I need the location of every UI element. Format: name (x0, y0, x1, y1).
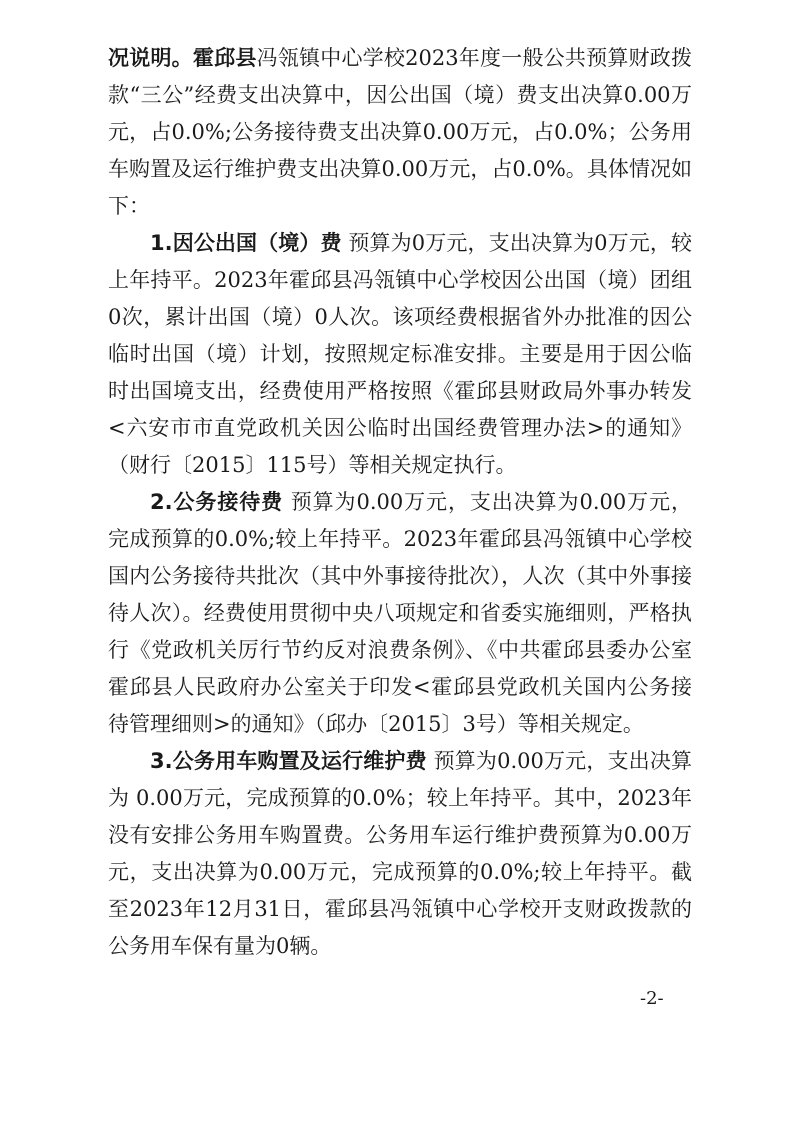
paragraph-summary-lead: 况说明。霍邱县 (108, 46, 257, 70)
paragraph-vehicles-heading: 3.公务用车购置及运行维护费 (150, 749, 427, 773)
page-number: -2- (640, 988, 664, 1009)
paragraph-reception-text: 预算为0.00万元，支出决算为0.00万元，完成预算的0.0%;较上年持平。2023年霍邱县冯瓴镇中心学校国内公务接待共批次（其中外事接待批次），人次（其中外事接待人次）。经费使用贯彻中央八项规定和省委实施细则，严格执行《党政机关厉行节约反对浪费条例》、《中共霍邱县委办公室 霍邱县人民政府办公室关于印发<霍邱县党政机关国内公务接待管理细则>的通知》（邱办〔2015〕3号）等相关规定。 (108, 490, 692, 736)
paragraph-reception-heading: 2.公务接待费 (150, 490, 284, 514)
document-body (108, 40, 692, 965)
paragraph-vehicles-text: 预算为0.00万元，支出决算为 0.00万元，完成预算的0.0%；较上年持平。其中，2023年没有安排公务用车购置费。公务用车运行维护费预算为0.00万元，支出决算为0.00万元，完成预算的0.0%;较上年持平。截至2023年12月31日，霍邱县冯瓴镇中心学校开支财政拨款的公务用车保有量为0辆。 (108, 749, 693, 958)
paragraph-vehicles (108, 743, 692, 965)
paragraph-overseas-travel-heading: 1.因公出国（境）费 (150, 231, 342, 255)
paragraph-overseas-travel-text: 预算为0万元，支出决算为0万元，较上年持平。2023年霍邱县冯瓴镇中心学校因公出国（境）团组0次，累计出国（境）0人次。该项经费根据省外办批准的因公临时出国（境）计划，按照规定标准安排。主要是用于因公临时出国境支出，经费使用严格按照《霍邱县财政局外事办转发<六安市市直党政机关因公临时出国经费管理办法>的通知》（财行〔2015〕115号）等相关规定执行。 (108, 231, 692, 477)
paragraph-overseas-travel (108, 225, 692, 484)
paragraph-reception (108, 484, 692, 743)
paragraph-summary-text: 冯瓴镇中心学校2023年度一般公共预算财政拨款“三公”经费支出决算中，因公出国（境）费支出决算0.00万元，占0.0%;公务接待费支出决算0.00万元，占0.0%；公务用车购置及运行维护费支出决算0.00万元，占0.0%。具体情况如下： (108, 46, 692, 218)
paragraph-summary (108, 40, 692, 225)
